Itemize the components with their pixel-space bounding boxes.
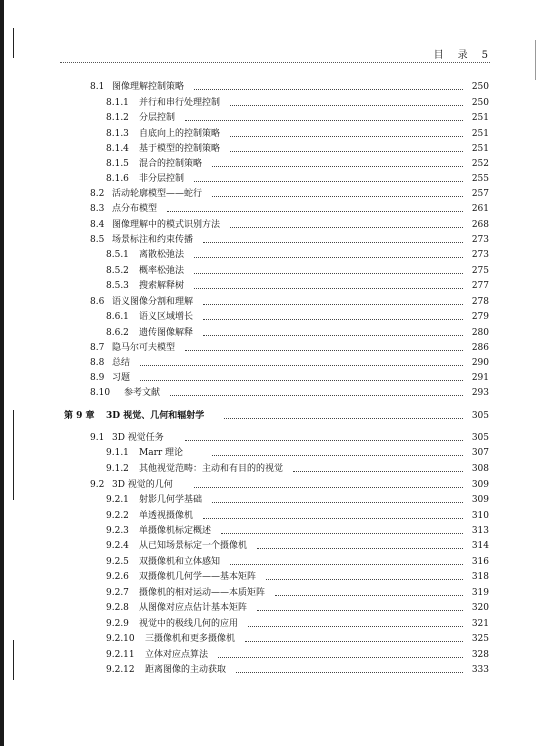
toc-entry[interactable] — [0, 493, 541, 508]
toc-entry[interactable] — [0, 601, 541, 616]
toc-entry-number: 第 9 章 — [64, 411, 95, 421]
toc-leader-dots — [194, 487, 463, 488]
toc-entry-title: 单摄像机标定概述 — [139, 526, 212, 536]
toc-entry-page: 316 — [471, 557, 489, 567]
toc-entry[interactable] — [0, 127, 541, 142]
toc-entry-title: 场景标注和约束传播 — [112, 235, 194, 245]
toc-leader-dots — [194, 181, 463, 182]
toc-entry-number: 8.1.5 — [106, 159, 129, 169]
toc-entry-page: 293 — [471, 388, 489, 398]
toc-entry-page: 319 — [471, 588, 489, 598]
toc-entry-title: 总结 — [112, 358, 131, 368]
toc-leader-dots — [194, 89, 463, 90]
toc-entry[interactable] — [0, 586, 541, 601]
scan-mark — [13, 28, 14, 58]
toc-leader-dots — [257, 548, 463, 549]
toc-entry-title: 双摄像机和立体感知 — [139, 557, 221, 567]
toc-leader-dots — [230, 136, 463, 137]
toc-entry-number: 8.7 — [90, 343, 105, 353]
toc-entry[interactable] — [0, 341, 541, 356]
toc-entry-page: 252 — [471, 159, 489, 169]
toc-leader-dots — [275, 595, 463, 596]
toc-entry[interactable] — [0, 462, 541, 477]
toc-entry-number: 9.2.7 — [106, 588, 129, 598]
toc-entry-number: 8.5 — [90, 235, 105, 245]
toc-entry-number: 8.2 — [90, 189, 105, 199]
toc-leader-dots — [185, 350, 463, 351]
toc-entry-page: 310 — [471, 511, 489, 521]
toc-leader-dots — [224, 418, 463, 419]
toc-entry-title: 搜索解释树 — [139, 281, 185, 291]
toc-entry-page: 268 — [471, 220, 489, 230]
toc-leader-dots — [185, 120, 463, 121]
toc-entry-page: 278 — [471, 297, 489, 307]
toc-entry-number: 9.2.3 — [106, 526, 129, 536]
toc-entry-number: 8.6.1 — [106, 312, 129, 322]
toc-leader-dots — [212, 166, 463, 167]
toc-entry-page: 280 — [471, 328, 489, 338]
toc-entry-title: 3D 视觉、几何和辐射学 — [106, 411, 205, 421]
toc-entry-title: 参考文献 — [124, 388, 161, 398]
toc-leader-dots — [212, 502, 463, 503]
toc-leader-dots — [212, 455, 463, 456]
toc-entry-page: 261 — [471, 204, 489, 214]
toc-entry-number: 8.5.1 — [106, 250, 129, 260]
toc-entry[interactable] — [0, 617, 541, 632]
toc-entry-page: 314 — [471, 541, 489, 551]
toc-entry-page: 290 — [471, 358, 489, 368]
toc-entry-page: 307 — [471, 448, 489, 458]
toc-entry-number: 9.2.12 — [106, 665, 135, 675]
toc-entry-number: 8.3 — [90, 204, 105, 214]
toc-leader-dots — [203, 518, 463, 519]
toc-entry-title: 图像理解控制策略 — [112, 82, 185, 92]
toc-entry-title: 其他视觉范畴：主动和有目的的视觉 — [139, 464, 284, 474]
toc-entry[interactable] — [0, 478, 541, 493]
toc-leader-dots — [236, 672, 463, 673]
toc-entry-number: 8.1.3 — [106, 129, 129, 139]
toc-entry-number: 8.1.2 — [106, 113, 129, 123]
toc-leader-dots — [230, 564, 463, 565]
toc-leader-dots — [194, 288, 463, 289]
toc-entry-page: 308 — [471, 464, 489, 474]
toc-entry[interactable] — [0, 371, 541, 386]
toc-entry-number: 8.1.6 — [106, 174, 129, 184]
toc-entry-page: 250 — [471, 98, 489, 108]
toc-entry[interactable] — [0, 409, 541, 424]
toc-entry-page: 275 — [471, 266, 489, 276]
toc-entry-title: 语义区域增长 — [139, 312, 194, 322]
toc-entry[interactable] — [0, 310, 541, 325]
toc-entry-title: 三摄像机和更多摄像机 — [145, 634, 236, 644]
toc-entry[interactable] — [0, 264, 541, 279]
toc-entry-title: 基于模型的控制策略 — [139, 144, 221, 154]
toc-entry-title: 射影几何学基础 — [139, 495, 203, 505]
toc-entry[interactable] — [0, 218, 541, 233]
toc-entry[interactable] — [0, 539, 541, 554]
toc-leader-dots — [170, 395, 463, 396]
toc-entry-page: 277 — [471, 281, 489, 291]
toc-entry[interactable] — [0, 632, 541, 647]
toc-entry-number: 8.4 — [90, 220, 105, 230]
toc-entry-page: 333 — [471, 665, 489, 675]
toc-entry-page: 273 — [471, 235, 489, 245]
toc-entry-number: 9.2.8 — [106, 603, 129, 613]
toc-entry-title: 语义图像分割和理解 — [112, 297, 194, 307]
toc-entry-number: 8.1.1 — [106, 98, 129, 108]
scan-mark — [535, 40, 536, 80]
toc-entry-number: 9.2.10 — [106, 634, 135, 644]
toc-leader-dots — [245, 641, 463, 642]
toc-entry-page: 318 — [471, 572, 489, 582]
toc-entry-page: 251 — [471, 144, 489, 154]
toc-entry-title: 遗传图像解释 — [139, 328, 194, 338]
header-text: 目 录 5 — [433, 50, 490, 61]
toc-entry-page: 279 — [471, 312, 489, 322]
toc-entry-number: 9.2.11 — [106, 650, 135, 660]
toc-entry-page: 273 — [471, 250, 489, 260]
toc-entry-number: 8.1 — [90, 82, 105, 92]
toc-entry-title: 3D 视觉任务 — [112, 433, 164, 443]
toc-entry-page: 321 — [471, 619, 489, 629]
toc-entry[interactable] — [0, 648, 541, 663]
toc-entry-title: 活动轮廓模型——蛇行 — [112, 189, 203, 199]
toc-entry-title: 混合的控制策略 — [139, 159, 203, 169]
toc-entry[interactable] — [0, 202, 541, 217]
toc-entry-page: 291 — [471, 373, 489, 383]
toc-entry[interactable] — [0, 96, 541, 111]
toc-entry[interactable] — [0, 233, 541, 248]
toc-entry-title: 视觉中的极线几何的应用 — [139, 619, 239, 629]
toc-entry[interactable] — [0, 80, 541, 95]
toc-entry-title: 图像理解中的模式识别方法 — [112, 220, 221, 230]
toc-entry-number: 8.6 — [90, 297, 105, 307]
toc-leader-dots — [230, 105, 463, 106]
toc-leader-dots — [257, 610, 463, 611]
toc-entry-title: 离散松弛法 — [139, 250, 185, 260]
toc-entry-number: 8.10 — [90, 388, 111, 398]
toc-leader-dots — [167, 211, 463, 212]
toc-leader-dots — [230, 227, 463, 228]
toc-entry-number: 9.2.1 — [106, 495, 129, 505]
toc-entry-title: 双摄像机几何学——基本矩阵 — [139, 572, 257, 582]
toc-entry-page: 250 — [471, 82, 489, 92]
toc-leader-dots — [230, 151, 463, 152]
toc-entry-number: 9.2.4 — [106, 541, 129, 551]
toc-entry[interactable] — [0, 356, 541, 371]
toc-entry[interactable] — [0, 295, 541, 310]
toc-entry-number: 8.5.3 — [106, 281, 129, 291]
toc-entry[interactable] — [0, 446, 541, 461]
toc-entry-page: 257 — [471, 189, 489, 199]
toc-entry-page: 251 — [471, 113, 489, 123]
toc-entry-number: 9.2.6 — [106, 572, 129, 582]
toc-entry-page: 320 — [471, 603, 489, 613]
toc-entry[interactable] — [0, 555, 541, 570]
toc-entry[interactable] — [0, 524, 541, 539]
toc-entry-page: 251 — [471, 129, 489, 139]
toc-entry[interactable] — [0, 386, 541, 401]
toc-leader-dots — [194, 273, 463, 274]
toc-leader-dots — [203, 335, 463, 336]
toc-entry-title: 隐马尔可夫模型 — [112, 343, 176, 353]
toc-entry[interactable] — [0, 187, 541, 202]
toc-entry-number: 9.2.2 — [106, 511, 129, 521]
toc-entry[interactable] — [0, 111, 541, 126]
toc-entry-number: 9.2.9 — [106, 619, 129, 629]
toc-entry[interactable] — [0, 157, 541, 172]
toc-entry-page: 309 — [471, 480, 489, 490]
toc-leader-dots — [203, 319, 463, 320]
toc-entry[interactable] — [0, 431, 541, 446]
toc-entry-title: 点分布模型 — [112, 204, 158, 214]
toc-leader-dots — [293, 471, 463, 472]
toc-entry-title: 并行和串行处理控制 — [139, 98, 221, 108]
toc-leader-dots — [203, 304, 463, 305]
toc-leader-dots — [266, 579, 463, 580]
toc-entry-number: 9.1 — [90, 433, 105, 443]
toc-entry[interactable] — [0, 663, 541, 678]
toc-entry-number: 9.2.5 — [106, 557, 129, 567]
toc-leader-dots — [218, 657, 463, 658]
toc-entry-page: 325 — [471, 634, 489, 644]
toc-entry-title: 距离图像的主动获取 — [145, 665, 227, 675]
toc-entry-title: 从已知场景标定一个摄像机 — [139, 541, 248, 551]
toc-entry-number: 9.1.2 — [106, 464, 129, 474]
toc-entry-page: 313 — [471, 526, 489, 536]
toc-entry[interactable] — [0, 248, 541, 263]
toc-leader-dots — [194, 257, 463, 258]
toc-entry-number: 8.8 — [90, 358, 105, 368]
toc-leader-dots — [248, 626, 463, 627]
toc-entry[interactable] — [0, 142, 541, 157]
toc-leader-dots — [185, 440, 463, 441]
toc-entry-number: 8.9 — [90, 373, 105, 383]
toc-entry-page: 255 — [471, 174, 489, 184]
toc-entry-page: 305 — [471, 433, 489, 443]
toc-entry[interactable] — [0, 326, 541, 341]
running-header — [60, 46, 490, 63]
toc-entry-page: 328 — [471, 650, 489, 660]
toc-leader-dots — [140, 380, 463, 381]
toc-leader-dots — [140, 365, 463, 366]
toc-entry-number: 9.1.1 — [106, 448, 129, 458]
toc-entry-number: 9.2 — [90, 480, 105, 490]
toc-entry[interactable] — [0, 172, 541, 187]
toc-entry-title: 习题 — [112, 373, 131, 383]
toc-entry[interactable] — [0, 279, 541, 294]
toc-entry-title: 从图像对应点估计基本矩阵 — [139, 603, 248, 613]
toc-leader-dots — [221, 533, 463, 534]
toc-entry-number: 8.5.2 — [106, 266, 129, 276]
toc-entry-title: Marr 理论 — [139, 448, 184, 458]
toc-entry-title: 立体对应点算法 — [145, 650, 209, 660]
toc-entry-number: 8.1.4 — [106, 144, 129, 154]
toc-entry-title: 3D 视觉的几何 — [112, 480, 173, 490]
toc-entry-title: 分层控制 — [139, 113, 176, 123]
toc-entry-page: 286 — [471, 343, 489, 353]
toc-entry-page: 305 — [471, 411, 489, 421]
toc-entry-title: 摄像机的相对运动——本质矩阵 — [139, 588, 266, 598]
toc-leader-dots — [212, 196, 463, 197]
toc-entry-title: 概率松弛法 — [139, 266, 185, 276]
toc-entry[interactable] — [0, 509, 541, 524]
toc-entry-page: 309 — [471, 495, 489, 505]
toc-entry-title: 非分层控制 — [139, 174, 185, 184]
toc-entry-title: 自底向上的控制策略 — [139, 129, 221, 139]
toc-entry-number: 8.6.2 — [106, 328, 129, 338]
toc-leader-dots — [203, 242, 463, 243]
toc-entry[interactable] — [0, 570, 541, 585]
toc-entry-title: 单透视摄像机 — [139, 511, 194, 521]
